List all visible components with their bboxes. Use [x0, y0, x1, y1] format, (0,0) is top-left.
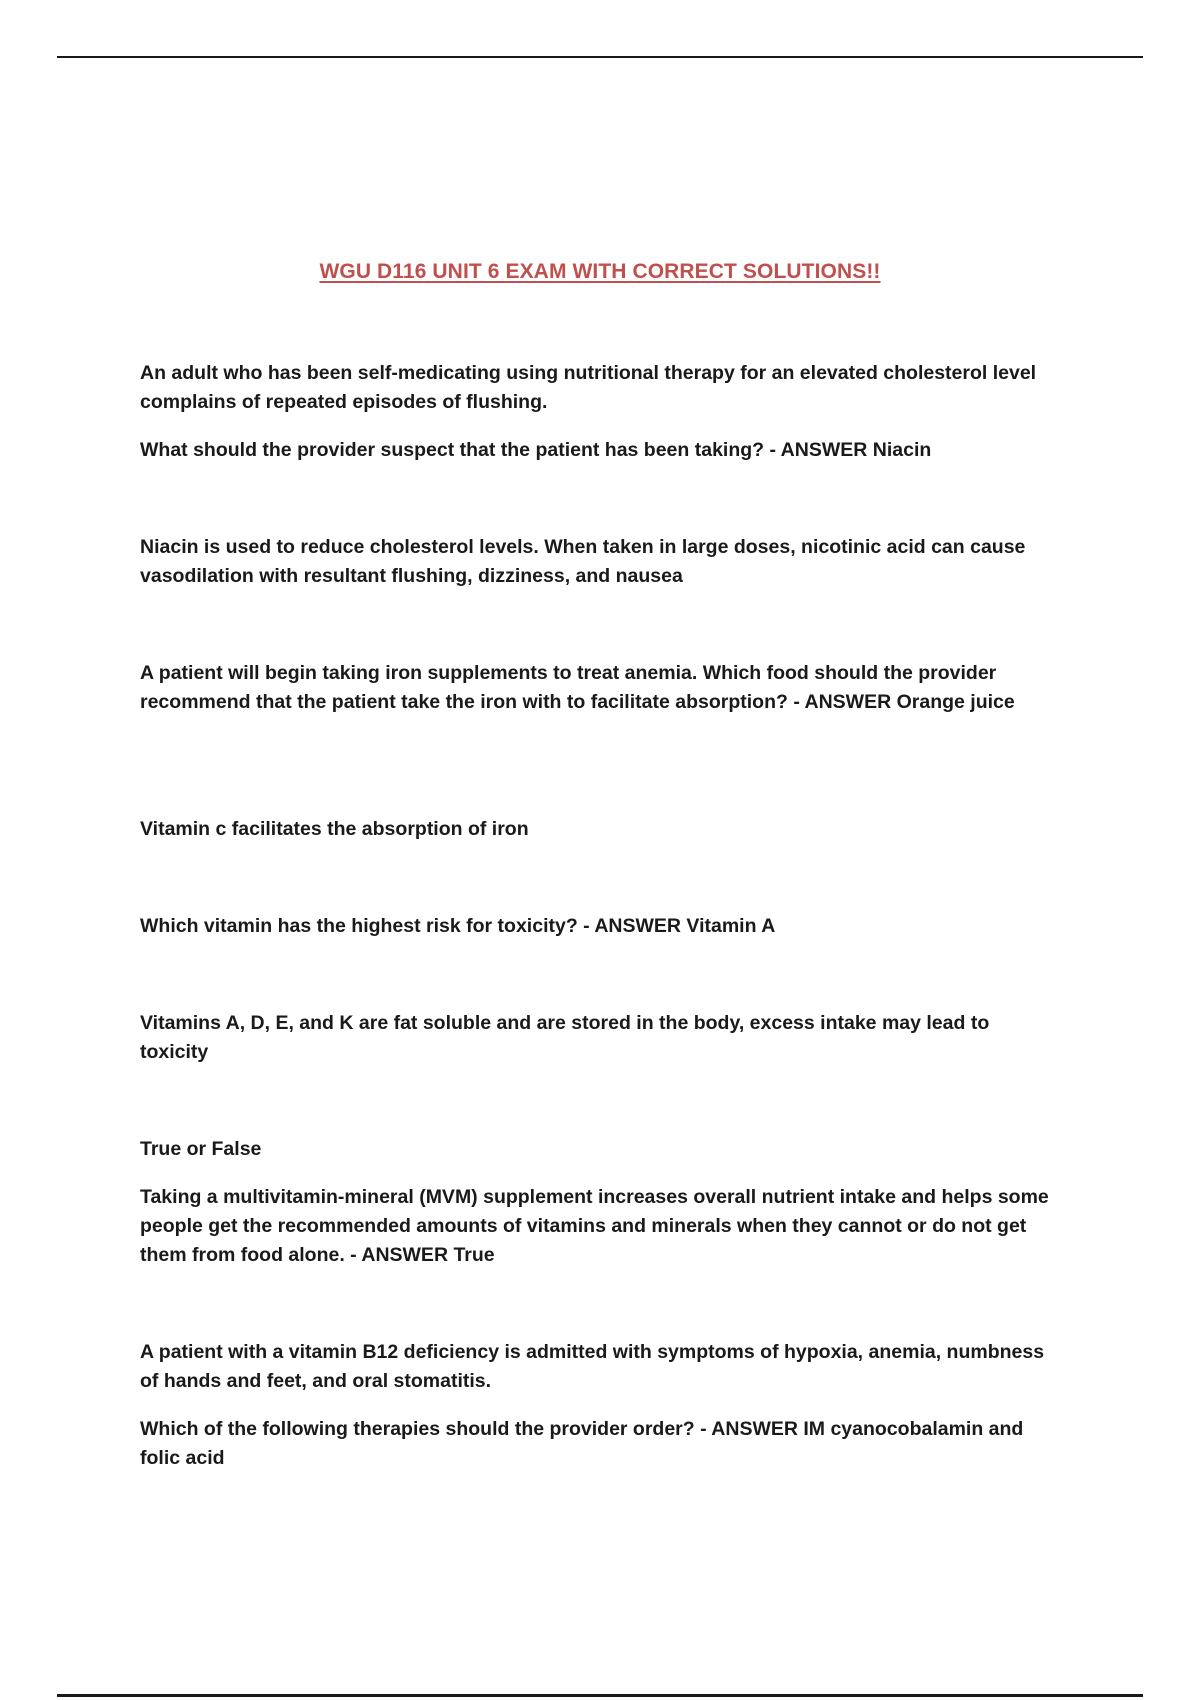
- q4-label: True or False: [140, 1138, 262, 1160]
- header-rule: [57, 56, 1143, 58]
- q3-question-answer: Which vitamin has the highest risk for toxicity? - ANSWER Vitamin A: [140, 915, 776, 937]
- footer-rule: [57, 1694, 1143, 1697]
- q1-prompt: An adult who has been self-medicating using nutritional therapy for an elevated cholesterol level complains of repeated episodes of flushing.: [140, 362, 1037, 413]
- q2-explanation: Vitamin c facilitates the absorption of iron: [140, 818, 529, 840]
- q4-statement-answer: Taking a multivitamin-mineral (MVM) supplement increases overall nutrient intake and helps some people get the recommended amounts of vitamins and minerals when they cannot or do not get them from food alone. - ANSWER True: [140, 1186, 1049, 1266]
- q1-explanation: Niacin is used to reduce cholesterol levels. When taken in large doses, nicotinic acid can cause vasodilation with resultant flushing, dizziness, and nausea: [140, 536, 1026, 587]
- q5-prompt: A patient with a vitamin B12 deficiency is admitted with symptoms of hypoxia, anemia, numbness of hands and feet, and oral stomatitis.: [140, 1341, 1045, 1392]
- q1-question-answer: What should the provider suspect that the patient has been taking? - ANSWER Niacin: [140, 439, 932, 461]
- q5-question-answer: Which of the following therapies should the provider order? - ANSWER IM cyanocobalamin and folic acid: [140, 1418, 1024, 1469]
- q3-explanation: Vitamins A, D, E, and K are fat soluble and are stored in the body, excess intake may lead to toxicity: [140, 1012, 990, 1063]
- q2-question-answer: A patient will begin taking iron supplements to treat anemia. Which food should the provider recommend that the patient take the iron with to facilitate absorption? - ANSWER Orange juice: [140, 662, 1015, 713]
- document-title: WGU D116 UNIT 6 EXAM WITH CORRECT SOLUTIONS!!: [319, 260, 881, 283]
